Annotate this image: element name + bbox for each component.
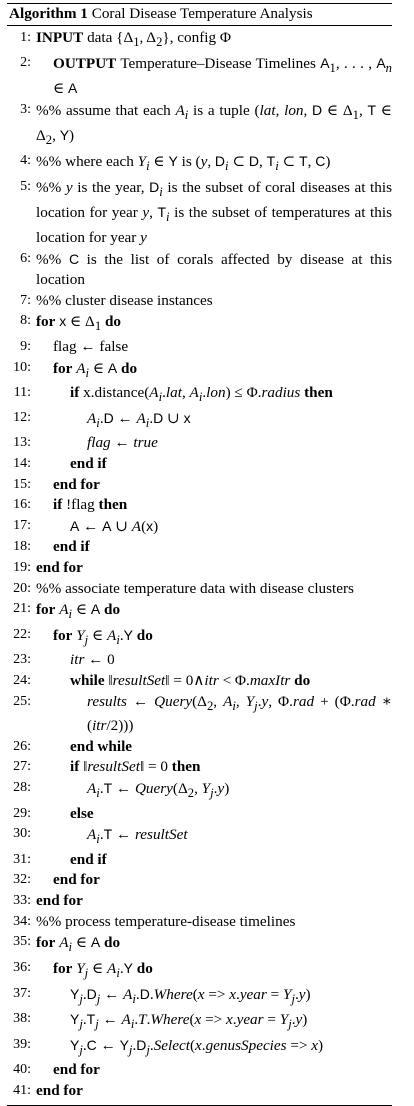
algorithm-line	[7, 100, 392, 151]
line-number: 23:	[13, 652, 31, 668]
algorithm-line	[7, 625, 392, 651]
algorithm-line	[7, 358, 392, 384]
algorithm-line	[7, 28, 392, 53]
line-text: end for	[53, 871, 100, 889]
line-number: 9:	[20, 338, 31, 354]
algorithm-lines	[7, 26, 392, 1102]
algorithm-line	[7, 824, 392, 850]
line-number: 13:	[13, 435, 31, 451]
line-number: 20:	[13, 580, 31, 596]
line-text: %% where each $Y_i$ ∈ Y is (y, $D_i$ ⊂ D, $T_i$ ⊂ T, C)	[36, 153, 331, 174]
line-number: 24:	[13, 673, 31, 689]
line-text: $A_i.D$ ← $A_i.D$ ∪ x	[87, 409, 191, 430]
algorithm-line	[7, 778, 392, 804]
line-text: end for	[36, 892, 83, 910]
algorithm-line	[7, 737, 392, 758]
algorithm-line	[7, 1035, 392, 1061]
line-number: 41:	[13, 1082, 31, 1098]
line-text: for $Y_j$ ∈ $A_i.Y$ do	[53, 959, 153, 980]
algorithm-line	[7, 516, 392, 538]
line-text: for $A_i$ ∈ A do	[36, 601, 121, 622]
line-text: flag ← true	[87, 434, 158, 452]
algorithm-line	[7, 558, 392, 579]
line-number: 22:	[13, 626, 31, 642]
algorithm-caption	[7, 4, 392, 25]
algorithm-block	[7, 3, 392, 1106]
line-number: 11:	[13, 385, 31, 401]
line-number: 32:	[13, 872, 31, 888]
line-text: %% assume that each $A_i$ is a tuple (lat, lon, D ∈ $\Delta_1$, T ∈ $\Delta_2$, Y)	[36, 101, 393, 148]
line-text: A ← A ∪ A(x)	[70, 517, 159, 535]
algorithm-line	[7, 249, 392, 291]
line-number: 2:	[20, 54, 31, 70]
line-text: else	[70, 804, 94, 822]
line-number: 29:	[13, 805, 31, 821]
line-text: %% associate temperature data with disease clusters	[36, 579, 354, 597]
line-text: end while	[70, 737, 133, 755]
line-number: 40:	[13, 1062, 31, 1078]
line-text: if !flag then	[53, 496, 128, 514]
line-text: itr ← 0	[70, 651, 115, 669]
algorithm-line	[7, 804, 392, 825]
line-number: 30:	[13, 826, 31, 842]
line-text: if $x.distance(A_i.lat$, $A_i.lon$) ≤ Φ.radius then	[70, 384, 333, 405]
line-number: 1:	[20, 30, 31, 45]
algorithm-line	[7, 692, 392, 737]
algorithm-line	[7, 671, 392, 692]
line-number: 15:	[13, 476, 31, 492]
line-number: 6:	[20, 250, 31, 266]
line-number: 33:	[13, 893, 31, 909]
line-number: 37:	[13, 985, 31, 1001]
algorithm-line	[7, 850, 392, 871]
algorithm-line	[7, 151, 392, 177]
algorithm-title: Coral Disease Temperature Analysis	[91, 5, 313, 22]
algorithm-line	[7, 958, 392, 984]
algorithm-line	[7, 53, 392, 100]
line-text: end for	[36, 559, 83, 576]
line-text: end if	[70, 850, 107, 868]
line-number: 16:	[13, 497, 31, 513]
line-number: 4:	[20, 153, 31, 169]
algorithm-line	[7, 599, 392, 625]
line-number: 25:	[13, 693, 31, 709]
line-number: 12:	[13, 409, 31, 425]
algorithm-line	[7, 650, 392, 671]
line-text: INPUT data {$\Delta_1$, $\Delta_2$}, config Φ	[36, 29, 231, 50]
line-number: 10:	[13, 359, 31, 375]
line-text: $A_i.T$ ← resultSet	[87, 826, 188, 847]
bottom-rule	[7, 1105, 392, 1106]
line-number: 28:	[13, 780, 31, 796]
line-number: 17:	[13, 517, 31, 533]
line-number: 31:	[13, 851, 31, 867]
line-number: 34:	[13, 913, 31, 929]
line-number: 36:	[13, 959, 31, 975]
line-text: if ‖resultSet‖ = 0 then	[70, 758, 201, 776]
line-text: end for	[53, 475, 100, 493]
line-number: 19:	[13, 560, 31, 575]
algorithm-line	[7, 454, 392, 475]
line-number: 14:	[13, 456, 31, 472]
line-number: 5:	[20, 178, 31, 194]
algorithm-line	[7, 1009, 392, 1035]
algorithm-line	[7, 433, 392, 454]
line-number: 18:	[13, 539, 31, 555]
line-text: OUTPUT Temperature–Disease Timelines $A_1$, . . . , $A_n$ ∈ A	[53, 54, 392, 98]
line-number: 3:	[20, 101, 31, 117]
line-number: 38:	[13, 1011, 31, 1027]
line-number: 27:	[13, 759, 31, 775]
algorithm-line	[7, 337, 392, 358]
line-number: 7:	[20, 292, 31, 308]
line-number: 8:	[20, 313, 31, 329]
algorithm-line	[7, 984, 392, 1010]
line-text: for $A_i$ ∈ A do	[36, 934, 121, 955]
algorithm-line	[7, 291, 392, 312]
algorithm-line	[7, 495, 392, 516]
line-text: flag ← false	[53, 337, 129, 355]
line-number: 39:	[13, 1036, 31, 1052]
algorithm-line	[7, 383, 392, 408]
algorithm-line	[7, 579, 392, 600]
line-text: results ← $Query(\Delta_2$, $A_i$, $Y_j.y$, Φ.rad + (Φ.rad ∗ (itr/2)))	[87, 692, 393, 735]
line-text: end for	[53, 1061, 100, 1079]
algorithm-line	[7, 177, 392, 249]
algorithm-line	[7, 870, 392, 891]
line-text: $Y_j.D_j$ ← $A_i.D.Where(x$ => x.year = $Y_j.y$)	[70, 985, 311, 1006]
line-text: %% y is the year, $D_i$ is the subset of coral diseases at this location for year y, $T_i$ is the subset of temperatures at this location for year y	[36, 178, 393, 246]
line-text: $Y_j.C$ ← $Y_j.D_j.Select(x.genusSpecies => x)$	[70, 1036, 324, 1057]
algorithm-line	[7, 1081, 392, 1102]
line-text: while ‖resultSet‖ = 0∧itr < Φ.maxItr do	[70, 672, 311, 690]
line-number: 21:	[13, 601, 31, 617]
line-text: end if	[70, 455, 107, 473]
algorithm-line	[7, 932, 392, 958]
algorithm-line	[7, 912, 392, 933]
algorithm-line	[7, 475, 392, 496]
line-number: 35:	[13, 934, 31, 950]
algorithm-line	[7, 311, 392, 337]
line-text: for $Y_j$ ∈ $A_i.Y$ do	[53, 626, 153, 647]
algorithm-label: Algorithm 1	[9, 5, 88, 22]
line-text: for $A_i$ ∈ A do	[53, 359, 138, 380]
line-text: %% C is the list of corals affected by disease at this location	[36, 250, 393, 289]
line-number: 26:	[13, 738, 31, 754]
algorithm-line	[7, 537, 392, 558]
algorithm-line	[7, 408, 392, 434]
line-text: end for	[36, 1081, 83, 1099]
line-text: for x ∈ $\Delta_1$ do	[36, 313, 121, 334]
line-text: $Y_j.T_j$ ← $A_i.T.Where(x$ => x.year = $Y_j.y$)	[70, 1011, 308, 1032]
line-text: %% cluster disease instances	[36, 291, 213, 309]
algorithm-line	[7, 1060, 392, 1081]
algorithm-line	[7, 891, 392, 912]
line-text: $A_i.T$ ← $Query(\Delta_2$, $Y_j.y$)	[87, 780, 230, 801]
line-text: %% process temperature-disease timelines	[36, 912, 296, 930]
line-text: end if	[53, 538, 90, 556]
algorithm-line	[7, 757, 392, 778]
